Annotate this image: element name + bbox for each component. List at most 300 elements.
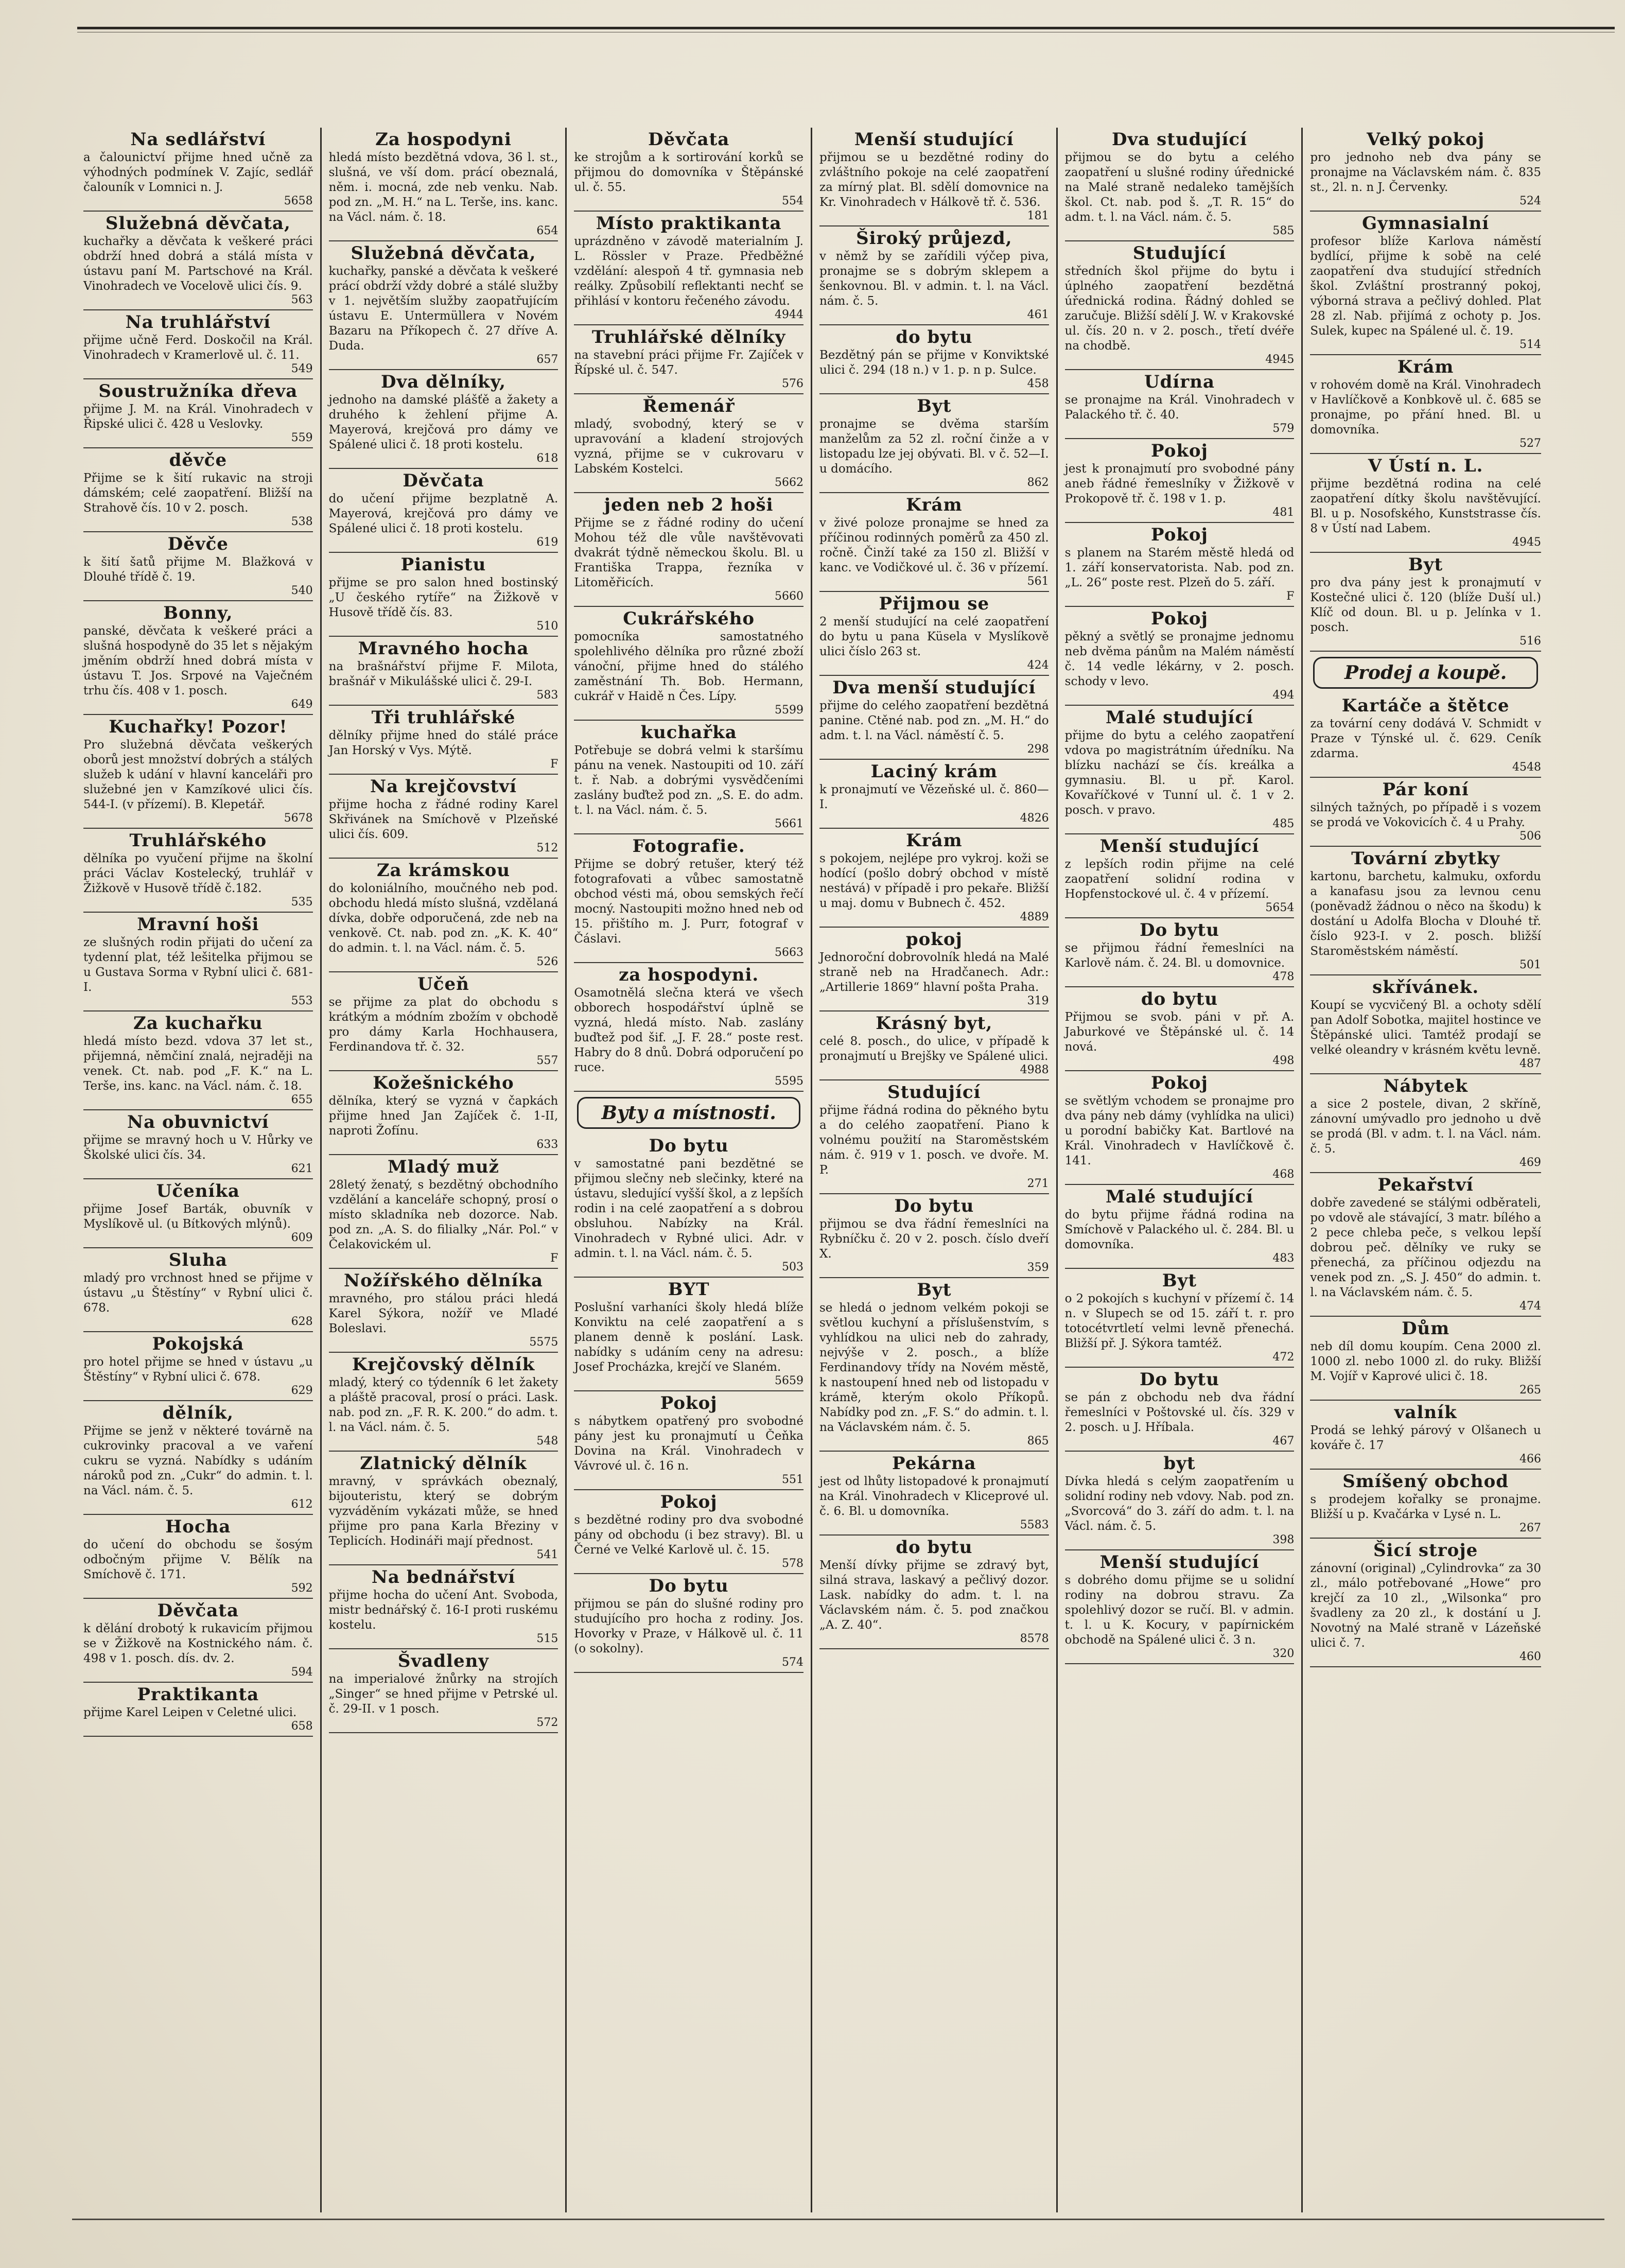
ad-number: 514 [1519, 338, 1541, 351]
ad-text: na stavební práci přijme Fr. Zajíček v Řípské ul. č. 547. [574, 348, 803, 377]
classified-ad [1310, 1539, 1541, 1667]
classified-ad [1310, 694, 1541, 778]
ad-text: přijme hocha do učení Ant. Svoboda, mistr bednářský č. 16-I proti ruskému kostelu. [328, 1589, 558, 1632]
ad-number: 5662 [774, 476, 803, 489]
ad-number: 271 [1027, 1177, 1049, 1190]
classified-ad [83, 913, 313, 1011]
classified-ad [83, 1248, 313, 1332]
ad-heading: Na bednářství [371, 1567, 516, 1587]
ad-number: F [550, 1252, 558, 1265]
ad-text: Přijmou se svob. páni v př. A. Jaburkové ve Štěpánské ul. č. 14 nová. [1064, 1010, 1295, 1054]
classified-ad [329, 1269, 558, 1353]
classified-ad [1310, 1317, 1541, 1401]
ad-text: přijme bezdětná rodina na celé zaopatření dítky školu navštěvující. Bl. u p. Nosofského, Kunststrasse čís. 8 v Ústí nad Labem. [1310, 477, 1541, 535]
classified-ad [819, 1011, 1049, 1080]
ad-text: panské, děvčata k veškeré práci a slušná hospodyně do 35 let s nějakým jměním obdrží hned dobrá místa v ústavu T. Jos. Srpové na Vaječném trhu čís. 408 v 1. posch. [83, 624, 313, 697]
ad-heading: Zlatnický dělník [360, 1453, 527, 1474]
ad-text: dělníka, který se vyzná v čapkách přijme hned Jan Zajíček č. 1-II, naproti Žofínu. [328, 1094, 558, 1138]
classified-ad [83, 1401, 313, 1515]
ad-heading: Kartáče a štětce [1341, 695, 1510, 716]
ad-text: mravného, pro stálou práci hledá Karel Sýkora, nožíř ve Mladé Boleslavi. [328, 1292, 558, 1335]
ad-heading: Pokoj [660, 1492, 718, 1512]
classified-ad [329, 241, 558, 370]
classified-ad [1065, 1185, 1295, 1269]
ad-text: s bezdětné rodiny pro dva svobodné pány od obchodu (i bez stravy). Bl. u Černé ve Velké Karlově ul. č. 15. [574, 1513, 803, 1557]
ad-text: středních škol přijme do bytu i úplného zaopatření bezdětná úřednická rodina. Řádný dohled se zaručuje. Bližší sdělí J. W. v Krakovské ul. čís. 20 n. v 2. posch., třetí dvéře na chodbě. [1064, 265, 1295, 353]
ad-heading: Tovární zbytky [1351, 848, 1500, 869]
ad-text: dobře zavedené se stálými odběrateli, po vdově ale stávající, 3 matr. bílého a 2 pece chleba peče, s velkou lepší dobrou peč. dělníky ve ruky se přenechá, za příčinou odjezdu na venek pod zn. „S. J. 450“ do admin. t. l. na Václavském nám. č. 5. [1310, 1196, 1541, 1299]
ad-number: 526 [536, 955, 558, 968]
ad-number: 563 [291, 293, 313, 306]
ad-text: pomocníka samostatného spolehlivého dělníka pro různé zboží vánoční, přijme hned do stálého zaměstnání Th. Bob. Hermann, cukrář v Haidě n Čes. Lípy. [574, 630, 803, 703]
ad-text: Bezdětný pán se přijme v Konviktské ulici č. 294 (18 n.) v 1. p. n p. Sulce. [819, 348, 1049, 377]
classified-ad [1065, 1269, 1295, 1368]
classified-ad [83, 1515, 313, 1599]
classified-ad [574, 834, 803, 963]
ad-text: Přijme se z řádné rodiny do učení Mohou též dle vůle navštěvovati dvakrát týdně německou školu. Bl. u Františka Trappa, řezníka v Litoměřicích. [574, 516, 803, 589]
ad-number: 574 [781, 1656, 803, 1669]
ad-number: 8578 [1020, 1632, 1049, 1645]
ad-number: 541 [536, 1548, 558, 1561]
ad-number: 512 [536, 842, 558, 854]
ad-number: 524 [1519, 195, 1541, 207]
classified-ad [1065, 987, 1295, 1071]
classified-ad [1310, 212, 1541, 355]
classified-ad [819, 1278, 1049, 1452]
column-5 [1058, 128, 1303, 2212]
ad-heading: Pokoj [1151, 1073, 1208, 1093]
ad-number: 494 [1272, 689, 1295, 702]
ad-heading: Děvče [167, 534, 229, 554]
section-heading: Byty a místnosti. [577, 1097, 800, 1129]
ad-heading: Do bytu [649, 1576, 729, 1596]
ad-number: 592 [291, 1582, 313, 1595]
ad-text: v samostatné pani bezdětné se přijmou slečny neb slečinky, které na ústavu, sledující vyšší škol, a z lepších rodin i na celé zaopatření a s dobrou obsluhou. Nabízky na Král. Vinohradech v Rybné ulici. Adr. v admin. t. l. na Václ. nám. č. 5. [574, 1157, 803, 1260]
ad-text: mladý, který co týdenník 6 let žakety a pláště pracoval, prosí o práci. Lask. nab. pod zn. „F. R. K. 200.“ do adm. t. l. na Václ. nám. č. 5. [328, 1376, 558, 1434]
ad-heading: Cukrářského [623, 608, 755, 629]
ad-number: 487 [1519, 1057, 1541, 1070]
ad-text: jest k pronajmutí pro svobodné pány aneb řádné řemeslníky v Žižkově v Prokopově tř. č. 198 v 1. p. [1064, 462, 1295, 505]
ad-heading: Malé studující [1106, 707, 1253, 728]
ad-text: mravný, v správkách obeznalý, bijouteristu, který se dobrým vyzváděním vykázati může, se hned přijme pro pana Karla Březiny v Teplicích. Hodináři mají přednost. [328, 1475, 558, 1548]
ad-text: pro dva pány jest k pronajmutí v Kostečné ulici č. 120 (blíže Duší ul.) Klíč od doun. Bl. u p. Jelínka v 1. posch. [1310, 576, 1541, 634]
ad-number: 549 [291, 362, 313, 375]
classified-ad [329, 469, 558, 553]
ad-text: hledá místo bezdětná vdova, 36 l. st., slušná, ve vší dom. prácí obeznalá, něm. i. mocná, zde neb venku. Nab. pod zn. „M. H.“ na L. Terše, ins. kanc. na Václ. nám. č. 18. [328, 151, 558, 224]
classified-ad [1065, 918, 1295, 987]
ad-text: na imperialové žnůrky na strojích „Singer“ se hned přijme v Petrské ul. č. 29-II. v 1 posch. [328, 1672, 558, 1716]
ad-number: 458 [1027, 377, 1049, 390]
ad-heading: Velký pokoj [1367, 129, 1485, 150]
ad-heading: Dva menší studující [832, 677, 1036, 698]
ad-number: 265 [1519, 1384, 1541, 1397]
ad-heading: Krejčovský dělník [352, 1354, 535, 1375]
classified-ad [329, 637, 558, 706]
ad-heading: Studující [887, 1082, 981, 1103]
ad-heading: Krásný byt, [876, 1013, 993, 1034]
ad-number: 461 [1027, 308, 1049, 321]
classified-ad [329, 1649, 558, 1733]
ad-heading: pokoj [905, 929, 963, 950]
ad-heading: skřívánek. [1372, 977, 1479, 998]
classified-ad [329, 706, 558, 775]
ad-heading: BYT [668, 1279, 710, 1300]
ad-text: v rohovém domě na Král. Vinohradech v Havlíčkově a Konbkově ul. č. 685 se pronajme, po přání hned. Bl. u domovníka. [1310, 378, 1541, 437]
ad-number: 654 [536, 224, 558, 237]
ad-heading: Menší studující [1099, 1552, 1260, 1573]
ad-heading: Pokojská [152, 1334, 244, 1354]
ad-heading: Truhlářské dělníky [591, 327, 786, 347]
classified-ad [574, 1490, 803, 1574]
ad-number: 548 [536, 1435, 558, 1447]
classified-ad [83, 379, 313, 448]
ad-text: k dělání drobotý k rukavicím přijmou se v Žižkově na Kostnického nám. č. 498 v 1. posch. dís. dv. 2. [83, 1622, 313, 1665]
ad-text: Prodá se lehký párový v Olšanech u kováře č. 17 [1310, 1424, 1541, 1452]
ad-heading: Za kuchařku [133, 1013, 263, 1034]
ad-text: v němž by se zařídili výčep piva, pronajme se s dobrým sklepem a šenkovnou. Bl. v admin. t. l. na Václ. nám. č. 5. [819, 250, 1049, 308]
classified-ad [83, 1110, 313, 1179]
classified-ad [83, 532, 313, 601]
ad-heading: Nožířského dělníka [343, 1270, 543, 1291]
ad-heading: Švadleny [397, 1651, 490, 1671]
ad-number: 619 [536, 536, 558, 549]
ad-heading: Na obuvnictví [127, 1112, 269, 1132]
ad-number: 579 [1272, 422, 1295, 435]
classified-ad [1310, 553, 1541, 652]
ad-heading: Řemenář [642, 396, 735, 416]
ad-number: 657 [536, 353, 558, 366]
classified-ad [329, 775, 558, 859]
ad-heading: Smíšený obchod [1342, 1471, 1509, 1492]
ad-text: přijme do bytu a celého zaopatření vdova po magistrátním úředníku. Na blízku nachází se čís. kreálka a gymnasiu. Bl. u př. Karol. Kovaříčkové v Tunní ul. č. 1 v 2. posch. v pravo. [1064, 729, 1295, 817]
ad-number: 181 [1027, 210, 1049, 222]
ad-number: 655 [291, 1093, 313, 1106]
ad-text: Přijme se jenž v některé továrně na cukrovinky pracoval a ve vaření cukru se vyzná. Nabídky s udáním nároků pod zn. „Cukr“ do admin. t. l. na Václ. nám. č. 5. [83, 1424, 313, 1497]
ad-text: pěkný a světlý se pronajme jednomu neb dvěma pánům na Malém náměstí č. 14 vedle lékárny, v 2. posch. schody v levo. [1064, 630, 1295, 688]
ad-heading: do bytu [896, 1537, 973, 1558]
ad-number: 460 [1519, 1650, 1541, 1663]
ad-heading: Kuchařky! Pozor! [109, 717, 288, 737]
ad-text: Jednoroční dobrovolník hledá na Malé straně neb na Hradčanech. Adr.: „Artillerie 1869“ hlavní pošta Praha. [819, 951, 1049, 994]
ad-heading: Mladý muž [388, 1157, 499, 1177]
ad-number: 481 [1272, 506, 1295, 519]
ad-text: jednoho na damské plášťě a žakety a druhého k žehlení přijme A. Mayerová, krejčová pro dámy ve Spálené ulici č. 18 proti kostelu. [328, 393, 558, 451]
ad-number: 578 [781, 1557, 803, 1570]
ad-number: 516 [1519, 635, 1541, 648]
ad-text: profesor blíže Karlova náměstí bydlící, přijme k sobě na celé zaopatření dva studující středních škol. Zvláštní prostranný pokoj, výborná strava a pečlivý dohled. Plat 28 zl. Nab. přijímá z ochoty p. Jos. Sulek, kupec na Spálené ul. č. 19. [1310, 235, 1541, 338]
ad-number: 4945 [1512, 536, 1541, 549]
classified-ad [1310, 128, 1541, 212]
classified-ad [329, 370, 558, 469]
classified-ad [83, 310, 313, 379]
classified-ad [574, 128, 803, 212]
classified-ad [1310, 1173, 1541, 1317]
ad-heading: Byt [917, 396, 952, 416]
ad-text: se hledá o jednom velkém pokoji se světlou kuchyní a příslušenstvím, s vyhlídkou na ulici neb do zahrady, nejvýše v 2. posch., a blíže Ferdinandovy třídy na Novém městě, k nastoupení hned neb od listopadu v krámě, kterým okolo Příkopů. Nabídky pod zn. „F. S.“ do admin. t. l. na Václavském nám. č. 5. [819, 1301, 1049, 1434]
classified-ad [819, 1452, 1049, 1536]
classified-ad [819, 760, 1049, 829]
classified-ad [1065, 370, 1295, 439]
ad-number: 469 [1519, 1156, 1541, 1169]
classified-ad [574, 493, 803, 607]
ad-heading: Praktikanta [137, 1684, 259, 1705]
ad-heading: děvče [169, 450, 228, 470]
ad-heading: Sluha [168, 1250, 228, 1270]
classified-ad [329, 128, 558, 241]
classified-ad [819, 928, 1049, 1011]
ad-text: a čalounictví přijme hned učně za výhodných podmínek V. Zajíc, sedlář čalouník v Lomnici n. J. [83, 151, 313, 194]
ad-heading: Děvčata [157, 1600, 239, 1621]
classified-ad [329, 1353, 558, 1452]
classified-ad [574, 721, 803, 834]
classified-ad [1310, 1401, 1541, 1470]
ad-text: a sice 2 postele, divan, 2 skříně, zánovní umývadlo pro jednoho u dvě se prodá (Bl. v adm. t. l. na Václ. nám. č. 5. [1310, 1097, 1541, 1156]
ad-heading: Pokoj [660, 1393, 718, 1414]
ad-number: 467 [1272, 1435, 1295, 1447]
ad-number: 865 [1027, 1435, 1049, 1447]
ad-number: 359 [1027, 1261, 1049, 1274]
ad-number: 618 [536, 452, 558, 465]
ad-heading: Bonny, [163, 603, 233, 623]
classified-ad [83, 1683, 313, 1737]
classified-ad [1065, 1071, 1295, 1185]
classified-ad [83, 1599, 313, 1683]
ad-number: 551 [781, 1473, 803, 1486]
ad-number: 478 [1272, 970, 1295, 983]
ad-number: 585 [1272, 224, 1295, 237]
ad-heading: Do bytu [649, 1136, 729, 1156]
ad-text: do koloniálního, moučného neb pod. obchodu hledá místo slušná, vzdělaná dívka, dobře odporučená, zde neb na venkově. Ct. nab. pod zn. „K. K. 40“ do admin. t. l. na Václ. nám. č. 5. [328, 882, 558, 955]
classified-ad [819, 394, 1049, 493]
ad-text: k šití šatů přijme M. Blažková v Dlouhé třídě č. 19. [83, 555, 313, 584]
classified-ad [1310, 1074, 1541, 1173]
ad-number: 510 [536, 620, 558, 633]
ad-number: 4889 [1020, 911, 1049, 923]
ad-number: 319 [1027, 995, 1049, 1007]
ad-text: dělníka po vyučení přijme na školní práci Václav Kostelecký, truhlář v Žižkově v Husově třídě č.182. [83, 852, 313, 895]
ad-heading: jeden neb 2 hoši [604, 495, 774, 515]
ad-number: 609 [291, 1231, 313, 1244]
ad-heading: Mravného hocha [358, 638, 529, 659]
column-4 [812, 128, 1058, 2212]
classified-ad [83, 829, 313, 913]
ad-heading: Nábytek [1383, 1076, 1468, 1096]
ad-text: Koupí se vycvičený Bl. a ochoty sdělí pan Adolf Sobotka, majitel hostince ve Štěpánské ulici. Tamtéž prodají se velké oleandry v krásném květu levně. [1310, 999, 1541, 1057]
ad-heading: Gymnasialní [1362, 213, 1490, 234]
ad-text: pronajme se dvěma starším manželům za 52 zl. roční činže a v listopadu lze jej obývati. Bl. v č. 52—I. u domácího. [819, 417, 1049, 476]
classified-ad [1065, 607, 1295, 706]
ad-heading: kuchařka [640, 722, 737, 743]
ad-heading: Pianistu [400, 554, 486, 575]
ad-text: pro jednoho neb dva pány se pronajme na Václavském nám. č. 835 st., 2l. n. n J. Červenky. [1310, 151, 1541, 194]
ad-number: 267 [1519, 1522, 1541, 1534]
ad-text: přijme do celého zaopatření bezdětná panine. Ctěné nab. pod zn. „M. H.“ do adm. t. l. na Václ. náměstí č. 5. [819, 699, 1049, 742]
ad-number: 583 [536, 689, 558, 702]
classified-ad [1065, 439, 1295, 523]
ad-number: 4988 [1020, 1063, 1049, 1076]
classified-ad [83, 448, 313, 532]
ad-number: 621 [291, 1162, 313, 1175]
ad-text: zánovní (original) „Cylindrovka“ za 30 zl., málo potřebované „Howe“ pro krejčí za 10 zl., „Wilsonka“ pro švadleny za 20 zl., k dostání u J. Novotný na Malé straně v Lázeňské ulici č. 7. [1310, 1562, 1541, 1650]
ad-number: 5654 [1265, 901, 1295, 914]
ad-heading: Na truhlářství [125, 312, 271, 333]
ad-number: 4826 [1020, 812, 1049, 825]
ad-heading: byt [1163, 1453, 1196, 1474]
ad-text: z lepších rodin přijme na celé zaopatření solidní rodina v Hopfenstockové ul. č. 4 v přízemí. [1064, 858, 1295, 901]
ad-text: se přijmou řádní řemeslníci na Karlově nám. č. 24. Bl. u domovnice. [1064, 941, 1295, 970]
ad-text: přijme J. M. na Král. Vinohradech v Řipské ulici č. 428 u Veslovky. [83, 403, 313, 431]
classified-ad [574, 1391, 803, 1490]
ad-heading: Menší studující [1099, 836, 1260, 857]
ad-number: 561 [1027, 575, 1049, 588]
classified-ad [819, 676, 1049, 760]
classified-ad [819, 1536, 1049, 1649]
ad-heading: Na krejčovství [370, 776, 517, 797]
ad-heading: dělník, [162, 1403, 234, 1423]
ad-heading: Krám [906, 495, 963, 515]
bottom-rule [72, 2219, 1604, 2220]
classified-ad [574, 1278, 803, 1391]
ad-heading: Fotografie. [632, 836, 745, 857]
classified-ad [1310, 847, 1541, 975]
ad-heading: Přijmou se [879, 594, 990, 614]
ad-number: 649 [291, 698, 313, 711]
ad-heading: Laciný krám [870, 761, 998, 782]
ad-heading: Místo praktikanta [596, 213, 782, 234]
ad-number: 658 [291, 1720, 313, 1733]
classified-ad [1065, 241, 1295, 370]
ad-text: se pronajme na Král. Vinohradech v Palackého tř. č. 40. [1064, 393, 1295, 422]
classified-ad [329, 1071, 558, 1155]
ad-text: ze slušných rodin přijati do učení za tydenní plat, též lešitelka přijmou se u Gustava Sorma v Rybní ulici č. 681-I. [83, 936, 313, 994]
ad-heading: valník [1394, 1402, 1457, 1423]
ad-heading: Pokoj [1151, 441, 1208, 461]
ad-text: k pronajmutí ve Vězeňské ul. č. 860—I. [819, 783, 1049, 811]
ad-number: 553 [291, 995, 313, 1007]
ad-text: o 2 pokojích s kuchyní v přízemí č. 14 n. v Slupech se od 15. září t. r. pro totocétvrtletí velmi levně přenechá. Bližší př. J. Sýkora tamtéž. [1064, 1292, 1295, 1350]
ad-text: se pán z obchodu neb dva řádní řemeslníci v Poštovské ul. čís. 329 v 2. posch. u J. Hříbala. [1064, 1391, 1295, 1434]
ad-heading: Malé studující [1106, 1187, 1253, 1207]
ad-heading: Pekařství [1377, 1175, 1474, 1195]
ad-text: kartonu, barchetu, kalmuku, oxfordu a kanafasu jsou za levnou cenu (poněvadž žádnou o něco na škodu) k dostání u Adolfa Blocha v Dlouhé tř. číslo 923-I. v 2. posch. bližší Staroměstském náměstí. [1310, 870, 1541, 958]
ad-heading: Dva studující [1111, 129, 1247, 150]
ad-text: 28letý ženatý, s bezdětný obchodního vzdělání a kanceláře schopný, prosí o místo skladníka neb dozorce. Nab. pod zn. „A. S. do filialky „Nár. Pol.“ v Čelakovickém ul. [328, 1178, 558, 1251]
classified-ad [1310, 975, 1541, 1074]
ad-text: do učení do obchodu se šosým odbočným přijme V. Bělík na Smíchově č. 171. [83, 1538, 313, 1581]
classified-ad [574, 1134, 803, 1278]
ad-number: 298 [1027, 743, 1049, 756]
ad-heading: za hospodyni. [619, 965, 759, 985]
ad-number: 5661 [774, 817, 803, 830]
ad-text: se světlým vchodem se pronajme pro dva pány neb dámy (vyhlídka na ulici) u porodní babičky Kat. Bartlové na Král. Vinohradech v Havlíčkově č. 141. [1064, 1094, 1295, 1167]
classified-ad [819, 226, 1049, 325]
classified-ad [329, 972, 558, 1071]
classified-ad [83, 715, 313, 829]
ad-heading: Šicí stroje [1373, 1540, 1478, 1561]
ad-number: 554 [781, 195, 803, 207]
ad-text: Menší dívky přijme se zdravý byt, silná strava, laskavý a pečlivý dozor. Lask. nabídky do adm. t. l. na Václavském nám. č. 5. pod značkou „A. Z. 40“. [819, 1559, 1049, 1632]
ad-number: 538 [291, 515, 313, 528]
ad-text: Dívka hledá s celým zaopatřením u solidní rodiny neb vdovy. Nab. pod zn. „Svorcová“ do 3. září do adm. t. l. na Václ. nám. č. 5. [1064, 1475, 1295, 1533]
classified-ad [1065, 1550, 1295, 1664]
ad-number: 320 [1272, 1647, 1295, 1660]
ad-text: Pro služebná děvčata veškerých oborů jest množství dobrých a stálých služeb k udání v hlavní kanceláři pro služebné jen v Kamzíkové ulici čís. 544-I. (v přízemí). B. Klepetář. [83, 738, 313, 811]
ad-number: 576 [781, 377, 803, 390]
ad-heading: Krám [906, 830, 963, 851]
ad-text: Osamotnělá slečna která ve všech obborech hospodářství úplně se vyzná, hledá místo. Nab. zaslány buďtež pod šif. „J. F. 28.“ poste rest. Habry do 8 dnů. Dobrá odporučení po ruce. [574, 986, 803, 1074]
ad-number: 483 [1272, 1252, 1295, 1265]
classified-ad [1310, 454, 1541, 553]
ad-text: s prodejem kořalky se pronajme. Bližší u p. Kvačárka v Lysé n. L. [1310, 1493, 1541, 1521]
ad-text: přijme Karel Leipen v Celetné ulici. [83, 1706, 297, 1719]
ad-number: 633 [536, 1138, 558, 1151]
ad-heading: Do bytu [894, 1196, 974, 1216]
ad-number: 5660 [774, 590, 803, 603]
ad-heading: Kožešnického [373, 1073, 514, 1093]
ad-heading: Široký průjezd, [856, 228, 1012, 249]
ad-heading: Truhlářského [129, 830, 267, 851]
ad-text: přijme se pro salon hned bostinský „U českého rytíře“ na Žižkově v Husově třídě čís. 83. [328, 576, 558, 619]
ad-text: přijme hocha z řádné rodiny Karel Skřivánek na Smíchově v Plzeňské ulici čís. 609. [328, 798, 558, 841]
ad-number: 4944 [774, 308, 803, 321]
ad-text: přijme Josef Barták, obuvník v Myslíkově ul. (u Bítkových mlýnů). [83, 1202, 313, 1231]
ad-number: 629 [291, 1384, 313, 1397]
ad-heading: Hocha [165, 1516, 231, 1537]
ad-number: 540 [291, 584, 313, 597]
ad-text: s dobrého domu přijme se u solidní rodiny na dobrou stravu. Za spolehlivý dozor se ručí. Bl. v admin. t. l. u K. Kocury, v papírnickém obchodě na Spálené ulici č. 3 n. [1064, 1574, 1295, 1647]
ad-heading: Služebná děvčata, [105, 213, 291, 234]
classified-columns [76, 128, 1548, 2212]
ad-number: 4548 [1512, 761, 1541, 774]
ad-number: F [1286, 590, 1295, 603]
ad-text: Poslušní varhaníci školy hledá blíže Konviktu na celé zaopatření a s planem denně k poslání. Lask. nabídky s udáním ceny na adresu: Josef Procházka, krejčí ve Slaném. [574, 1301, 803, 1374]
column-3 [567, 128, 812, 2212]
ad-number: 5575 [529, 1336, 558, 1349]
ad-heading: Pekárna [892, 1453, 976, 1474]
ad-heading: Za hospodyni [375, 129, 512, 150]
classified-ad [1065, 128, 1295, 241]
ad-heading: Učeň [417, 974, 469, 995]
ad-text: přijme se mravný hoch u V. Hůrky ve Školské ulici čís. 34. [83, 1133, 313, 1162]
ad-heading: do bytu [896, 327, 973, 347]
classified-ad [574, 394, 803, 493]
ad-text: přijmou se u bezdětné rodiny do zvláštního pokoje na celé zaopatření za mírný plat. Bl. sdělí domovnice na Kr. Vinohradech v Hálkově tř. č. 536. [819, 151, 1049, 209]
ad-text: Přijme se k šití rukavic na stroji dámském; celé zaopatření. Bližší na Strahově čís. 10 v 2. posch. [83, 472, 313, 515]
ad-heading: Byt [1162, 1270, 1197, 1291]
ad-number: 559 [291, 431, 313, 444]
ad-text: celé 8. posch., do ulice, v případě k pronajmutí u Brejšky ve Spálené ulici. [819, 1035, 1049, 1063]
ad-number: 468 [1272, 1168, 1295, 1181]
ad-number: 485 [1272, 817, 1295, 830]
classified-ad [329, 1452, 558, 1565]
classified-ad [574, 963, 803, 1092]
classified-ad [819, 592, 1049, 676]
classified-ad [819, 1194, 1049, 1278]
ad-number: 5663 [774, 946, 803, 959]
ad-heading: Byt [917, 1280, 952, 1300]
classified-ad [1065, 1368, 1295, 1452]
ad-heading: Tři truhlářské [371, 707, 516, 728]
ad-heading: Dva dělníky, [381, 372, 506, 392]
section-heading: Prodej a koupě. [1313, 657, 1538, 689]
classified-ad [574, 212, 803, 325]
ad-text: s pokojem, nejlépe pro vykroj. koži se hodící (pošlo dobrý obchod v místě nestává) v případě i pro pekaře. Bližší u maj. domu v Bubnech č. 452. [819, 852, 1049, 910]
ad-text: Potřebuje se dobrá velmi k staršímu pánu na venek. Nastoupiti od 10. září t. ř. Nab. a dobrými vysvědčeními zaslány buďtež pod zn. „S. E. do adm. t. l. na Václ. nám. č. 5. [574, 744, 803, 817]
classified-ad [819, 128, 1049, 226]
classified-ad [1065, 706, 1295, 834]
ad-text: na brašnářství přijme F. Milota, brašnář v Mikulášské ulici č. 29-I. [328, 660, 558, 688]
classified-ad [329, 1155, 558, 1269]
